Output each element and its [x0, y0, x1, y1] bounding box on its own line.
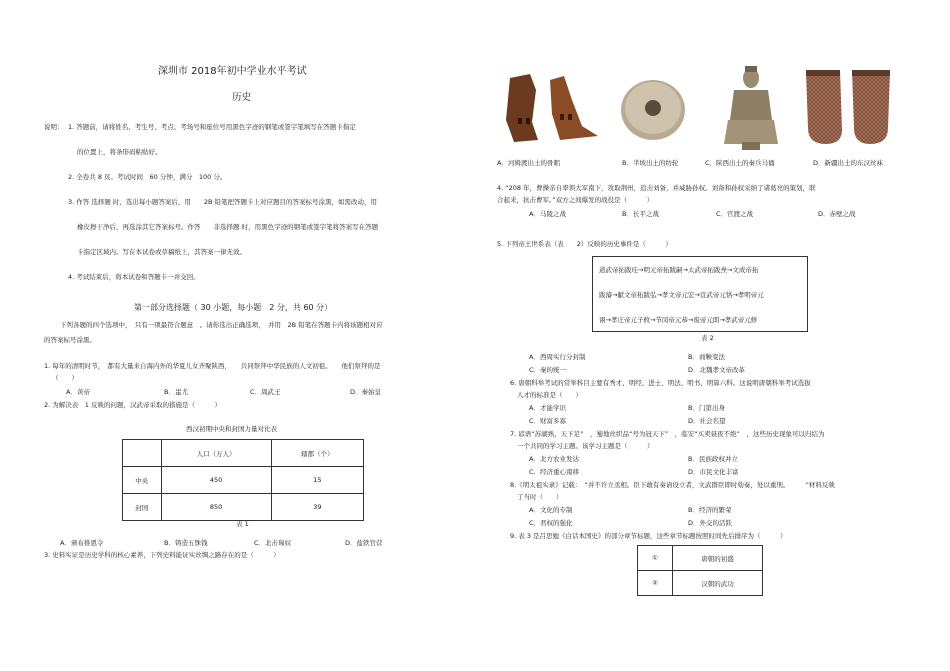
- table2-line: 跋濬→献文帝拓跋弘→孝文帝元宏→宣武帝元恪→孝明帝元: [599, 291, 764, 299]
- section-intro: 的答案标号涂黑。: [44, 336, 96, 344]
- table1-caption: 西汉初期中央和封国力量对比表: [186, 425, 277, 433]
- q6-option-a: A．才能学识: [529, 404, 566, 412]
- q7-option-a: A．北方农业发达: [529, 455, 579, 463]
- q1-stem: 1. 每年的清明时节， 都有大量来自海内外的华夏儿女齐聚陕西， 共同祭拜中华民族的人文初祖。 他们祭拜的是: [44, 362, 381, 370]
- table-cell: 汉朝的武功: [673, 571, 763, 596]
- table-header-cell: [123, 440, 162, 467]
- table2-label: 表 2: [701, 334, 714, 342]
- bone-spade-image: [500, 70, 604, 146]
- table-cell: 39: [271, 494, 363, 521]
- silk-socks-image: [804, 66, 894, 148]
- table-row: [123, 494, 364, 521]
- q2-stem: 2. 为解决表 1 反映的问题，汉武帝采取的措施是（ ）: [44, 401, 221, 409]
- q1-option-c: C．周武王: [250, 388, 281, 396]
- table-cell: 15: [271, 467, 363, 494]
- table1: [122, 439, 364, 521]
- table-cell: 450: [161, 467, 271, 494]
- q7-stem: 7. 谚语“苏湖熟，天下足” ，蜀地丝织品“号为冠天下” ，临安“买卖昼夜不绝” ，这些历史现象可以归结为: [510, 430, 825, 438]
- table-cell: ②: [638, 571, 673, 596]
- q3-option-b: B．半坡出土的纺轮: [622, 159, 679, 167]
- table2-box: [592, 256, 808, 332]
- q2-option-a: A．颁布推恩令: [60, 539, 104, 547]
- instruction-line: 4. 考试结束后，将本试卷和答题卡一并交回。: [68, 273, 200, 281]
- table-header-cell: 人口（万人）: [161, 440, 271, 467]
- table-row: [638, 571, 763, 596]
- instruction-line: 2. 全卷共 8 页。考试时间 60 分钟，满分 100 分。: [68, 173, 227, 181]
- q8-stem: 8.《明太祖实录》记载： “并不许立丞相。臣下敢有奏请设立者，文武群臣即时劾奏，处以重刑。 ”材料反映: [510, 481, 835, 489]
- q7-option-c: C．经济重心南移: [529, 468, 580, 476]
- q6-stem: 人才的标准是（ ）: [517, 391, 582, 399]
- q2-option-d: D．盐铁官营: [345, 539, 383, 547]
- exam-title: 深圳市 2018年初中学业水平考试: [158, 66, 307, 77]
- q3-option-d: D．新疆出土的东汉丝袜: [813, 159, 884, 167]
- terracotta-warrior-image: [722, 64, 780, 152]
- section-intro: 下列各题的四个选项中， 只有一项最符合题意 。请你选出正确选项， 并用 2B 铅笔在答题卡内将该题相对应: [60, 321, 383, 329]
- q4-option-a: A．马陵之战: [529, 210, 566, 218]
- instructions-label: 说明：: [44, 123, 64, 131]
- table1-label: 表 1: [236, 520, 249, 528]
- table-cell: 唐朝的初盛: [673, 546, 763, 571]
- section-heading: 第一部分选择题（ 30 小题，每小题 2 分，共 60 分）: [134, 303, 333, 312]
- q5-option-c: C．秦的统一: [529, 366, 567, 374]
- q8-stem: 了当时（ ）: [517, 493, 563, 501]
- q3-stem: 3. 史料实证是历史学科的核心素养，下列史料能证实丝绸之路存在的是（ ）: [44, 551, 280, 559]
- instruction-line: 的位置上，将条形码粘贴好。: [77, 148, 162, 156]
- q6-stem: 6. 唐朝科举考试的常举科目主要有秀才、明经、进士、明法、明书、明算六科。这说明唐朝科举考试选拔: [510, 379, 811, 387]
- table3: [637, 545, 763, 596]
- q4-option-c: C．官渡之战: [716, 210, 754, 218]
- q7-option-d: D．市民文化丰富: [688, 468, 739, 476]
- q8-option-d: D．外交的活跃: [688, 519, 733, 527]
- table-cell: ①: [638, 546, 673, 571]
- instruction-line: 卡指定区域内。写在本试卷或草稿纸上，其答案一律无效。: [77, 248, 246, 256]
- q6-option-c: C．财富多寡: [529, 417, 567, 425]
- q5-stem: 5. 下列帝王世系表（表 2）反映的历史事件是（ ）: [497, 240, 672, 248]
- q8-option-c: C．君权的强化: [529, 519, 573, 527]
- q4-option-b: B．长平之战: [622, 210, 659, 218]
- q1-option-b: B．蚩尤: [164, 388, 188, 396]
- table-cell: 封国: [123, 494, 162, 521]
- q5-option-d: D．北魏孝文帝改革: [688, 366, 746, 374]
- q1-stem-paren: （ ）: [52, 374, 78, 382]
- q4-option-d: D．赤壁之战: [818, 210, 856, 218]
- table-row: [123, 467, 364, 494]
- instruction-line: 1. 答题前，请将姓名、考生号、考点、考场号和座位号用黑色字迹的钢笔或签字笔填写在答题卡指定: [68, 123, 356, 131]
- q2-option-c: C．北击匈奴: [254, 539, 292, 547]
- q7-stem: 一个共同的学习主题。该学习主题是（ ）: [517, 442, 654, 450]
- q5-option-b: B．商鞅变法: [688, 353, 725, 361]
- q1-option-a: A．黄帝: [66, 388, 90, 396]
- q4-stem: 4. “208 年，曹操亲自率领大军南下，攻取荆州，追击刘备，并威胁孙权。刘备和孙权采纳了诸葛亮的策划，联: [497, 184, 816, 192]
- q3-option-c: C．陕西出土的秦兵马俑: [705, 159, 775, 167]
- q8-option-b: B．经济的繁荣: [688, 506, 732, 514]
- q5-option-a: A．西周实行分封制: [529, 353, 586, 361]
- table-cell: 中央: [123, 467, 162, 494]
- table2-line: 道武帝拓跋珪→明元帝拓跋嗣→太武帝拓跋焘→文成帝拓: [599, 266, 759, 274]
- q6-option-b: B．门第出身: [688, 404, 725, 412]
- q6-option-d: D．社会名望: [688, 417, 726, 425]
- q7-option-b: B．民族政权并立: [688, 455, 738, 463]
- q8-option-a: A．文化的专制: [529, 506, 573, 514]
- table-cell: 850: [161, 494, 271, 521]
- table-row: [638, 546, 763, 571]
- q9-stem: 9. 表 3 是吕思勉《白话本国史》的部分章节标题，这些章节标题按照时间先后排序为（ ）: [510, 532, 787, 540]
- instruction-line: 橡皮擦干净后，再选涂其它答案标号。作答 非选择题 时，用黑色字迹的钢笔或签字笔将答案写在答题: [77, 223, 379, 231]
- q4-stem: 合起来，抗击曹军。”双方之间爆发的战役是（ ）: [497, 196, 654, 204]
- q3-option-a: A．河姆渡出土的骨耜: [497, 159, 560, 167]
- q2-option-b: B．铸造五铢钱: [164, 539, 208, 547]
- q1-option-d: D．秦始皇: [350, 388, 382, 396]
- table-header-cell: 辖郡（个）: [271, 440, 363, 467]
- table2-line: 诩→孝庄帝元子攸→节闵帝元恭→废帝元朗→孝武帝元修: [599, 316, 758, 324]
- spindle-whorl-image: [617, 74, 689, 144]
- table-row: [123, 440, 364, 467]
- instruction-line: 3. 作答 选择题 时，选出每小题答案后，用 2B 铅笔把答题卡上对应题目的答案标号涂黑，如需改动，用: [68, 198, 378, 206]
- exam-subject: 历史: [232, 92, 252, 103]
